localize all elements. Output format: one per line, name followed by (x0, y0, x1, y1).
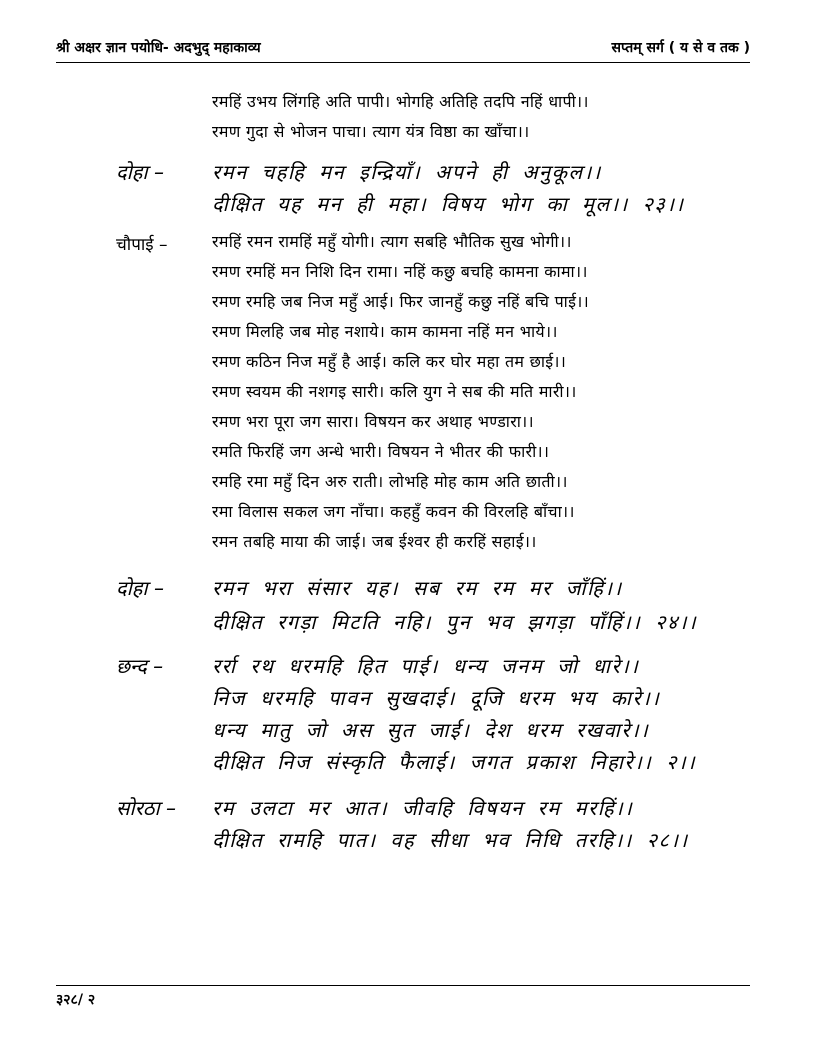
verse-line: रमहिं उभय लिंगहि अति पापी। भोगहि अतिहि तदपि नहिं धापी।। (212, 92, 589, 111)
verse-line: दीक्षित रगड़ा मिटति नहि। पुन भव झगड़ा पाँहिं।। २४।। (212, 610, 698, 634)
stanza-label: चौपाई – (116, 235, 168, 255)
page-number: ३२८/ २ (56, 992, 96, 1008)
verse-line: रमा विलास सकल जग नाँचा। कहहुँ कवन की विरलहि बाँचा।। (212, 502, 575, 521)
verse-line: निज धरमहि पावन सुखदाई। दूजि धरम भय कारे।। (212, 686, 661, 710)
footer-divider (56, 985, 750, 986)
verse-line: रमण स्वयम की नशगइ सारी। कलि युग ने सब की मति मारी।। (212, 382, 577, 401)
verse-line: रमहि रमा महुँ दिन अरु राती। लोभहि मोह काम अति छाती।। (212, 472, 568, 491)
page-header (56, 36, 750, 63)
stanza-label: छन्द – (116, 654, 164, 678)
verse-line: रमन तबहि माया की जाई। जब ईश्वर ही करहिं सहाई।। (212, 532, 537, 551)
verse-line: रमण गुदा से भोजन पाचा। त्याग यंत्र विष्ठा का खाँचा।। (212, 122, 530, 141)
verse-line: दीक्षित रामहि पात। वह सीधा भव निधि तरहि।। २८।। (212, 828, 689, 852)
verse-line: रमन चहहि मन इन्द्रियाँ। अपने ही अनुकूल।। (212, 160, 602, 184)
verse-line: रमण कठिन निज महुँ है आई। कलि कर घोर महा तम छाई।। (212, 352, 567, 371)
verse-line: दीक्षित निज संस्कृति फैलाई। जगत प्रकाश निहारे।। २।। (212, 750, 697, 774)
chapter-title: सप्तम् सर्ग ( य से व तक ) (611, 40, 750, 56)
verse-line: रमन भरा संसार यह। सब रम रम मर जाँहिं।। (212, 576, 623, 600)
verse-line: रमण भरा पूरा जग सारा। विषयन कर अथाह भण्डारा।। (212, 412, 534, 431)
verse-line: रमण रमहिं मन निशि दिन रामा। नहिं कछु बचहि कामना कामा।। (212, 262, 588, 281)
verse-line: रमति फिरहिं जग अन्धे भारी। विषयन ने भीतर की फारी।। (212, 442, 550, 461)
stanza-label: सोरठा – (116, 796, 177, 820)
verse-line: रमण रमहि जब निज महुँ आई। फिर जानहुँ कछु नहिं बचि पाई।। (212, 292, 590, 311)
verse-line: रर्रा रथ धरमहि हित पाई। धन्य जनम जो धारे।। (212, 654, 640, 678)
verse-line: रमहिं रमन रामहिं महुँ योगी। त्याग सबहि भौतिक सुख भोगी।। (212, 232, 572, 251)
stanza-label: दोहा – (116, 160, 164, 184)
verse-line: रमण मिलहि जब मोह नशाये। काम कामना नहिं मन भाये।। (212, 322, 558, 341)
verse-line: धन्य मातु जो अस सुत जाई। देश धरम रखवारे।। (212, 718, 650, 742)
stanza-label: दोहा – (116, 576, 164, 600)
verse-line: रम उलटा मर आत। जीवहि विषयन रम मरहिं।। (212, 796, 634, 820)
book-title: श्री अक्षर ज्ञान पयोधि- अदभुद् महाकाव्य (56, 40, 261, 56)
verse-line: दीक्षित यह मन ही महा। विषय भोग का मूल।। २३।। (212, 192, 685, 216)
